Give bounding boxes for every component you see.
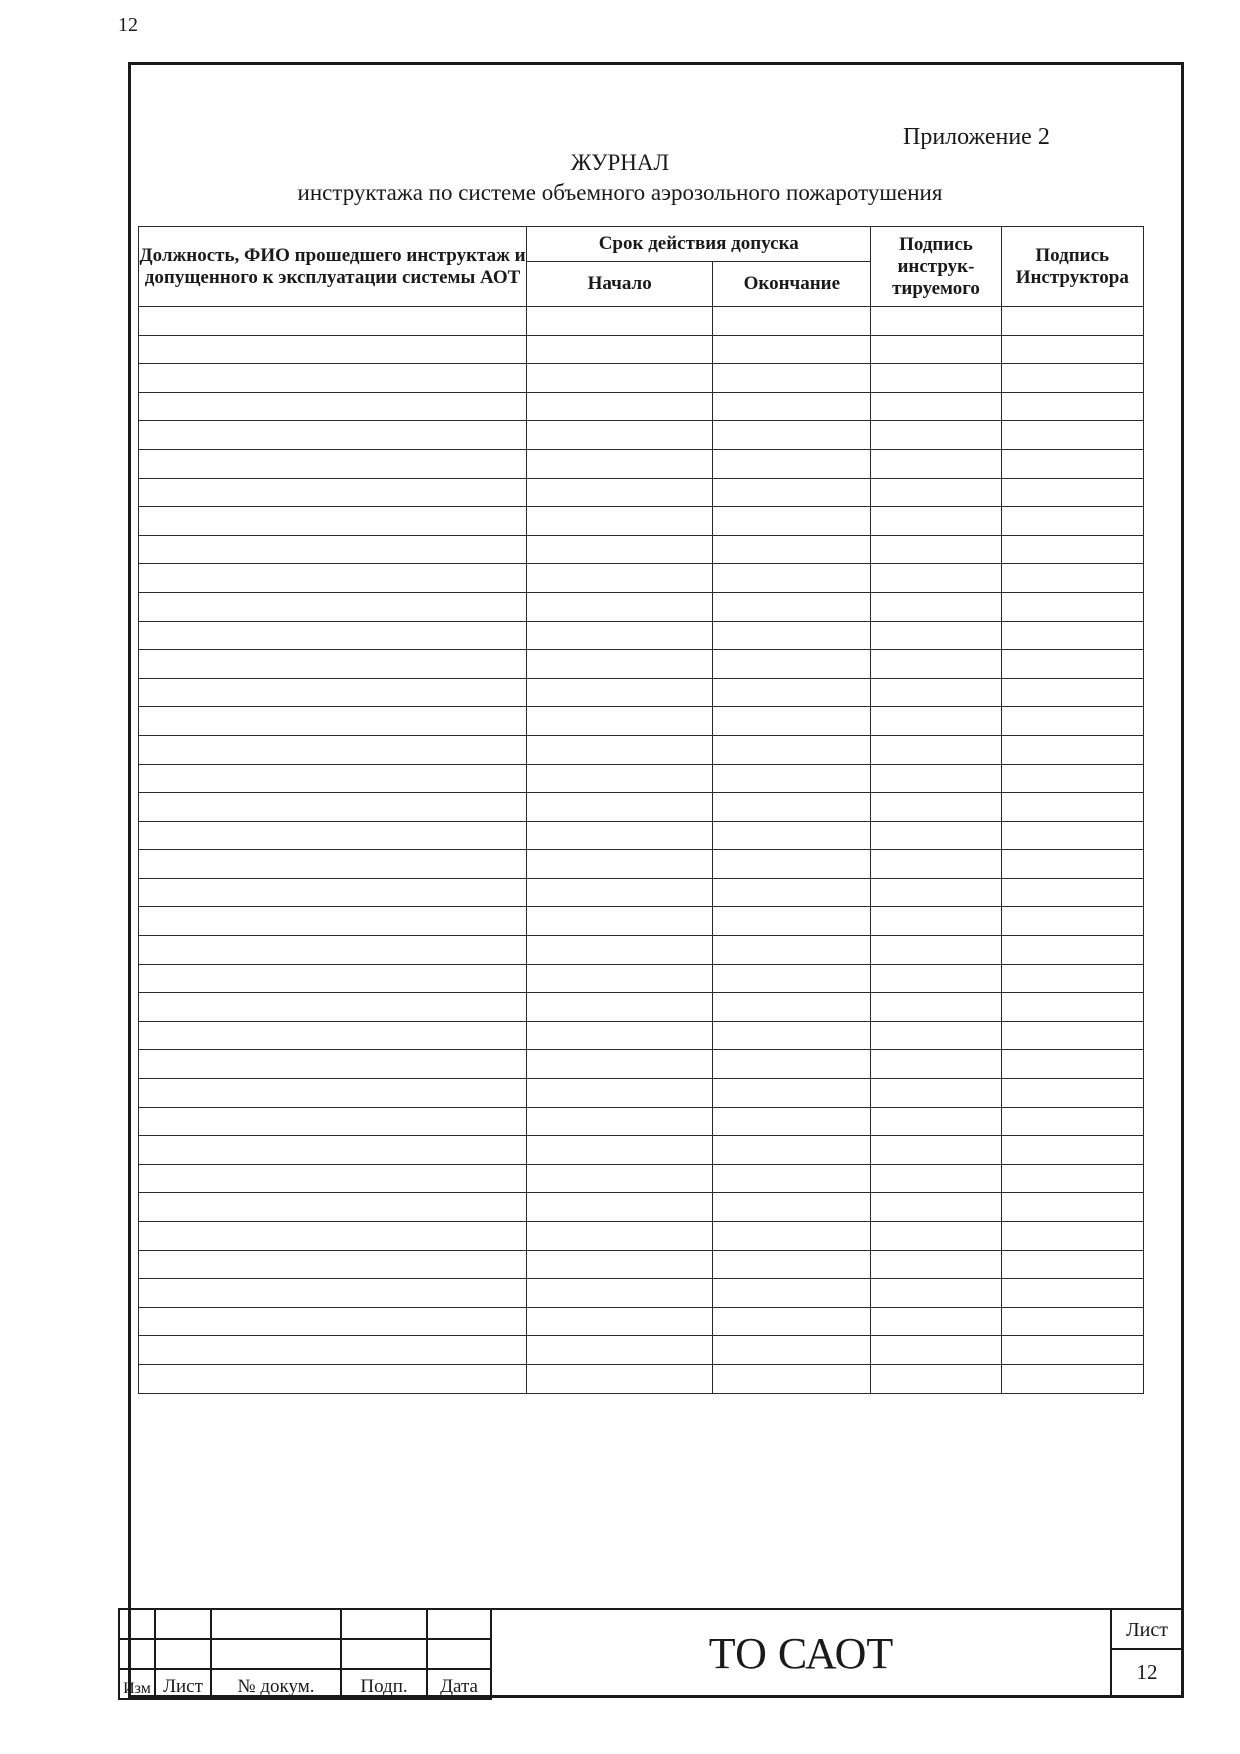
table-cell[interactable] bbox=[527, 1307, 713, 1336]
table-cell[interactable] bbox=[139, 592, 527, 621]
table-cell[interactable] bbox=[139, 1279, 527, 1308]
table-cell[interactable] bbox=[527, 878, 713, 907]
table-cell[interactable] bbox=[713, 449, 871, 478]
table-cell[interactable] bbox=[871, 1107, 1001, 1136]
table-row bbox=[139, 1307, 1144, 1336]
table-cell[interactable] bbox=[527, 1050, 713, 1079]
table-cell[interactable] bbox=[1001, 1222, 1143, 1251]
table-cell[interactable] bbox=[1001, 878, 1143, 907]
table-cell[interactable] bbox=[871, 421, 1001, 450]
table-row bbox=[139, 1364, 1144, 1393]
table-cell[interactable] bbox=[527, 364, 713, 393]
table-cell[interactable] bbox=[713, 707, 871, 736]
table-row bbox=[139, 964, 1144, 993]
table-cell[interactable] bbox=[871, 1222, 1001, 1251]
table-cell[interactable] bbox=[871, 678, 1001, 707]
table-cell[interactable] bbox=[871, 1250, 1001, 1279]
journal-table bbox=[138, 226, 1144, 1394]
table-cell[interactable] bbox=[871, 1336, 1001, 1365]
table-cell[interactable] bbox=[713, 793, 871, 822]
table-cell[interactable] bbox=[871, 364, 1001, 393]
revision-grid bbox=[118, 1608, 492, 1700]
table-cell[interactable] bbox=[871, 564, 1001, 593]
table-cell[interactable] bbox=[1001, 964, 1143, 993]
table-row bbox=[139, 821, 1144, 850]
table-cell[interactable] bbox=[871, 392, 1001, 421]
table-cell[interactable] bbox=[1001, 993, 1143, 1022]
table-cell[interactable] bbox=[1001, 307, 1143, 336]
table-cell[interactable] bbox=[713, 1164, 871, 1193]
table-row bbox=[139, 1107, 1144, 1136]
table-row bbox=[139, 850, 1144, 879]
table-cell[interactable] bbox=[527, 1164, 713, 1193]
table-cell[interactable] bbox=[871, 1193, 1001, 1222]
table-cell[interactable] bbox=[871, 621, 1001, 650]
table-cell[interactable] bbox=[139, 936, 527, 965]
table-cell[interactable] bbox=[139, 421, 527, 450]
header-start: Начало bbox=[527, 262, 713, 307]
table-cell[interactable] bbox=[1001, 392, 1143, 421]
table-cell[interactable] bbox=[527, 478, 713, 507]
table-cell[interactable] bbox=[713, 1021, 871, 1050]
stamp-list: Лист bbox=[155, 1669, 211, 1699]
table-cell[interactable] bbox=[139, 1364, 527, 1393]
table-cell[interactable] bbox=[713, 621, 871, 650]
table-cell[interactable] bbox=[713, 907, 871, 936]
table-cell[interactable] bbox=[713, 1364, 871, 1393]
table-cell[interactable] bbox=[871, 936, 1001, 965]
table-row bbox=[139, 735, 1144, 764]
table-cell[interactable] bbox=[139, 735, 527, 764]
table-cell[interactable] bbox=[871, 507, 1001, 536]
table-row bbox=[139, 764, 1144, 793]
table-cell[interactable] bbox=[139, 1193, 527, 1222]
table-cell[interactable] bbox=[713, 964, 871, 993]
table-cell[interactable] bbox=[871, 707, 1001, 736]
table-cell[interactable] bbox=[527, 650, 713, 679]
table-cell[interactable] bbox=[139, 392, 527, 421]
table-cell[interactable] bbox=[1001, 478, 1143, 507]
table-cell[interactable] bbox=[527, 421, 713, 450]
table-cell[interactable] bbox=[871, 1307, 1001, 1336]
table-cell[interactable] bbox=[1001, 1279, 1143, 1308]
table-cell[interactable] bbox=[1001, 535, 1143, 564]
table-row bbox=[139, 1336, 1144, 1365]
table-row bbox=[139, 907, 1144, 936]
table-cell[interactable] bbox=[1001, 1164, 1143, 1193]
table-row bbox=[139, 364, 1144, 393]
table-cell[interactable] bbox=[871, 307, 1001, 336]
table-cell[interactable] bbox=[871, 735, 1001, 764]
table-cell[interactable] bbox=[713, 592, 871, 621]
table-cell[interactable] bbox=[871, 821, 1001, 850]
table-cell[interactable] bbox=[527, 1193, 713, 1222]
table-row bbox=[139, 535, 1144, 564]
table-cell[interactable] bbox=[713, 535, 871, 564]
table-cell[interactable] bbox=[139, 1136, 527, 1165]
table-row bbox=[139, 335, 1144, 364]
table-cell[interactable] bbox=[527, 621, 713, 650]
table-cell[interactable] bbox=[527, 735, 713, 764]
table-cell[interactable] bbox=[871, 993, 1001, 1022]
table-cell[interactable] bbox=[1001, 335, 1143, 364]
table-cell[interactable] bbox=[139, 507, 527, 536]
table-cell[interactable] bbox=[527, 678, 713, 707]
table-cell[interactable] bbox=[871, 1021, 1001, 1050]
table-cell[interactable] bbox=[1001, 507, 1143, 536]
table-cell[interactable] bbox=[871, 335, 1001, 364]
table-cell[interactable] bbox=[871, 1164, 1001, 1193]
table-cell[interactable] bbox=[713, 478, 871, 507]
table-cell[interactable] bbox=[1001, 1250, 1143, 1279]
table-cell[interactable] bbox=[1001, 707, 1143, 736]
table-cell[interactable] bbox=[871, 1279, 1001, 1308]
table-cell[interactable] bbox=[139, 907, 527, 936]
table-cell[interactable] bbox=[713, 1222, 871, 1251]
table-row bbox=[139, 878, 1144, 907]
table-cell[interactable] bbox=[139, 1336, 527, 1365]
table-cell[interactable] bbox=[713, 1193, 871, 1222]
stamp-podp: Подп. bbox=[341, 1669, 427, 1699]
table-cell[interactable] bbox=[139, 650, 527, 679]
table-cell[interactable] bbox=[527, 507, 713, 536]
table-row bbox=[139, 1136, 1144, 1165]
table-cell[interactable] bbox=[527, 1222, 713, 1251]
table-row bbox=[139, 449, 1144, 478]
table-cell[interactable] bbox=[527, 1250, 713, 1279]
table-cell[interactable] bbox=[871, 1050, 1001, 1079]
journal-subtitle: инструктажа по системе объемного аэрозольного пожаротушения bbox=[297, 180, 943, 205]
table-cell[interactable] bbox=[871, 650, 1001, 679]
table-row bbox=[139, 707, 1144, 736]
table-cell[interactable] bbox=[527, 993, 713, 1022]
table-cell[interactable] bbox=[1001, 1050, 1143, 1079]
table-cell[interactable] bbox=[527, 850, 713, 879]
table-cell[interactable] bbox=[871, 592, 1001, 621]
table-cell[interactable] bbox=[1001, 907, 1143, 936]
table-row bbox=[139, 1021, 1144, 1050]
table-cell[interactable] bbox=[139, 564, 527, 593]
table-cell[interactable] bbox=[871, 907, 1001, 936]
table-cell[interactable] bbox=[139, 1107, 527, 1136]
table-cell[interactable] bbox=[871, 878, 1001, 907]
table-cell[interactable] bbox=[871, 449, 1001, 478]
table-row bbox=[139, 307, 1144, 336]
table-row bbox=[139, 1079, 1144, 1108]
journal-body bbox=[139, 307, 1144, 1394]
table-cell[interactable] bbox=[713, 1079, 871, 1108]
table-cell[interactable] bbox=[139, 878, 527, 907]
table-row bbox=[139, 507, 1144, 536]
table-cell[interactable] bbox=[713, 364, 871, 393]
sheet-label: Лист bbox=[1112, 1610, 1182, 1650]
table-cell[interactable] bbox=[527, 1107, 713, 1136]
stamp-izm: Изм bbox=[119, 1669, 155, 1699]
table-row bbox=[139, 650, 1144, 679]
table-cell[interactable] bbox=[1001, 735, 1143, 764]
table-cell[interactable] bbox=[139, 307, 527, 336]
table-row bbox=[139, 1050, 1144, 1079]
table-cell[interactable] bbox=[713, 650, 871, 679]
table-cell[interactable] bbox=[1001, 1021, 1143, 1050]
table-row bbox=[139, 793, 1144, 822]
table-cell[interactable] bbox=[871, 1364, 1001, 1393]
table-cell[interactable] bbox=[527, 307, 713, 336]
table-cell[interactable] bbox=[871, 764, 1001, 793]
appendix-label: Приложение 2 bbox=[903, 124, 1050, 150]
table-row bbox=[139, 1164, 1144, 1193]
table-row bbox=[139, 592, 1144, 621]
table-cell[interactable] bbox=[713, 936, 871, 965]
table-cell[interactable] bbox=[1001, 1336, 1143, 1365]
table-cell[interactable] bbox=[139, 821, 527, 850]
table-cell[interactable] bbox=[139, 1307, 527, 1336]
table-cell[interactable] bbox=[139, 364, 527, 393]
table-cell[interactable] bbox=[1001, 1079, 1143, 1108]
table-cell[interactable] bbox=[713, 821, 871, 850]
table-cell[interactable] bbox=[527, 1079, 713, 1108]
table-cell[interactable] bbox=[713, 1050, 871, 1079]
table-cell[interactable] bbox=[1001, 1307, 1143, 1336]
table-cell[interactable] bbox=[139, 850, 527, 879]
table-row bbox=[139, 1193, 1144, 1222]
stamp-date: Дата bbox=[427, 1669, 491, 1699]
table-cell[interactable] bbox=[713, 507, 871, 536]
stamp-doc-no: № докум. bbox=[211, 1669, 341, 1699]
table-cell[interactable] bbox=[527, 964, 713, 993]
table-row bbox=[139, 936, 1144, 965]
table-cell[interactable] bbox=[871, 478, 1001, 507]
table-cell[interactable] bbox=[1001, 936, 1143, 965]
table-cell[interactable] bbox=[139, 1222, 527, 1251]
table-cell[interactable] bbox=[1001, 564, 1143, 593]
table-cell[interactable] bbox=[139, 1250, 527, 1279]
table-cell[interactable] bbox=[1001, 621, 1143, 650]
table-cell[interactable] bbox=[527, 1336, 713, 1365]
table-cell[interactable] bbox=[713, 335, 871, 364]
table-cell[interactable] bbox=[871, 1136, 1001, 1165]
header-validity: Срок действия допуска bbox=[527, 227, 871, 262]
table-row bbox=[139, 478, 1144, 507]
table-cell[interactable] bbox=[139, 535, 527, 564]
sheet-number: 12 bbox=[1136, 1660, 1158, 1684]
table-cell[interactable] bbox=[1001, 592, 1143, 621]
table-cell[interactable] bbox=[713, 421, 871, 450]
header-name-position: Должность, ФИО прошедшего инструктаж и допущенного к эксплуатации системы АОТ bbox=[139, 227, 527, 307]
table-cell[interactable] bbox=[527, 764, 713, 793]
page-number: 12 bbox=[118, 14, 138, 36]
sheet-box bbox=[1110, 1608, 1184, 1698]
table-cell[interactable] bbox=[713, 1307, 871, 1336]
table-cell[interactable] bbox=[527, 907, 713, 936]
table-cell[interactable] bbox=[527, 821, 713, 850]
table-cell[interactable] bbox=[139, 964, 527, 993]
table-cell[interactable] bbox=[139, 764, 527, 793]
table-cell[interactable] bbox=[139, 1164, 527, 1193]
table-cell[interactable] bbox=[527, 449, 713, 478]
table-cell[interactable] bbox=[713, 764, 871, 793]
table-cell[interactable] bbox=[871, 535, 1001, 564]
table-cell[interactable] bbox=[139, 1050, 527, 1079]
table-cell[interactable] bbox=[713, 678, 871, 707]
table-cell[interactable] bbox=[139, 1079, 527, 1108]
table-cell[interactable] bbox=[527, 564, 713, 593]
table-cell[interactable] bbox=[527, 707, 713, 736]
table-cell[interactable] bbox=[713, 1107, 871, 1136]
table-cell[interactable] bbox=[713, 993, 871, 1022]
table-cell[interactable] bbox=[1001, 1364, 1143, 1393]
table-cell[interactable] bbox=[713, 1279, 871, 1308]
header-end: Окончание bbox=[713, 262, 871, 307]
table-cell[interactable] bbox=[1001, 1107, 1143, 1136]
table-cell[interactable] bbox=[713, 307, 871, 336]
table-row bbox=[139, 1250, 1144, 1279]
table-row bbox=[139, 993, 1144, 1022]
table-row bbox=[139, 1279, 1144, 1308]
table-cell[interactable] bbox=[713, 1136, 871, 1165]
table-cell[interactable] bbox=[527, 535, 713, 564]
table-cell[interactable] bbox=[527, 1021, 713, 1050]
table-cell[interactable] bbox=[1001, 364, 1143, 393]
table-cell[interactable] bbox=[713, 1336, 871, 1365]
table-cell[interactable] bbox=[713, 735, 871, 764]
table-cell[interactable] bbox=[139, 793, 527, 822]
table-cell[interactable] bbox=[527, 1364, 713, 1393]
table-cell[interactable] bbox=[527, 335, 713, 364]
table-cell[interactable] bbox=[1001, 821, 1143, 850]
table-cell[interactable] bbox=[527, 936, 713, 965]
table-cell[interactable] bbox=[1001, 793, 1143, 822]
table-cell[interactable] bbox=[527, 592, 713, 621]
header-sign-trainee: Подпись инструк-тируемого bbox=[871, 227, 1001, 307]
table-row bbox=[139, 678, 1144, 707]
table-cell[interactable] bbox=[139, 335, 527, 364]
table-cell[interactable] bbox=[139, 478, 527, 507]
table-cell[interactable] bbox=[139, 1021, 527, 1050]
journal-title: ЖУРНАЛ bbox=[570, 150, 670, 175]
table-cell[interactable] bbox=[139, 707, 527, 736]
table-cell[interactable] bbox=[713, 564, 871, 593]
table-cell[interactable] bbox=[713, 392, 871, 421]
table-cell[interactable] bbox=[1001, 1193, 1143, 1222]
table-cell[interactable] bbox=[1001, 1136, 1143, 1165]
table-cell[interactable] bbox=[527, 392, 713, 421]
table-cell[interactable] bbox=[527, 1279, 713, 1308]
table-cell[interactable] bbox=[1001, 650, 1143, 679]
table-cell[interactable] bbox=[1001, 850, 1143, 879]
table-row bbox=[139, 421, 1144, 450]
table-cell[interactable] bbox=[871, 793, 1001, 822]
document-code: ТО САОТ bbox=[490, 1608, 1110, 1698]
table-cell[interactable] bbox=[1001, 421, 1143, 450]
table-cell[interactable] bbox=[713, 878, 871, 907]
table-cell[interactable] bbox=[139, 449, 527, 478]
table-cell[interactable] bbox=[871, 850, 1001, 879]
table-cell[interactable] bbox=[871, 964, 1001, 993]
table-cell[interactable] bbox=[527, 1136, 713, 1165]
table-row bbox=[139, 392, 1144, 421]
table-cell[interactable] bbox=[139, 993, 527, 1022]
table-cell[interactable] bbox=[1001, 678, 1143, 707]
table-cell[interactable] bbox=[713, 850, 871, 879]
table-row bbox=[139, 621, 1144, 650]
table-cell[interactable] bbox=[527, 793, 713, 822]
table-cell[interactable] bbox=[713, 1250, 871, 1279]
title-block bbox=[118, 1608, 1184, 1698]
table-cell[interactable] bbox=[1001, 449, 1143, 478]
table-cell[interactable] bbox=[1001, 764, 1143, 793]
table-row bbox=[139, 1222, 1144, 1251]
table-cell[interactable] bbox=[139, 621, 527, 650]
header-sign-instructor: Подпись Инструктора bbox=[1001, 227, 1143, 307]
table-row bbox=[139, 564, 1144, 593]
table-cell[interactable] bbox=[139, 678, 527, 707]
table-cell[interactable] bbox=[871, 1079, 1001, 1108]
